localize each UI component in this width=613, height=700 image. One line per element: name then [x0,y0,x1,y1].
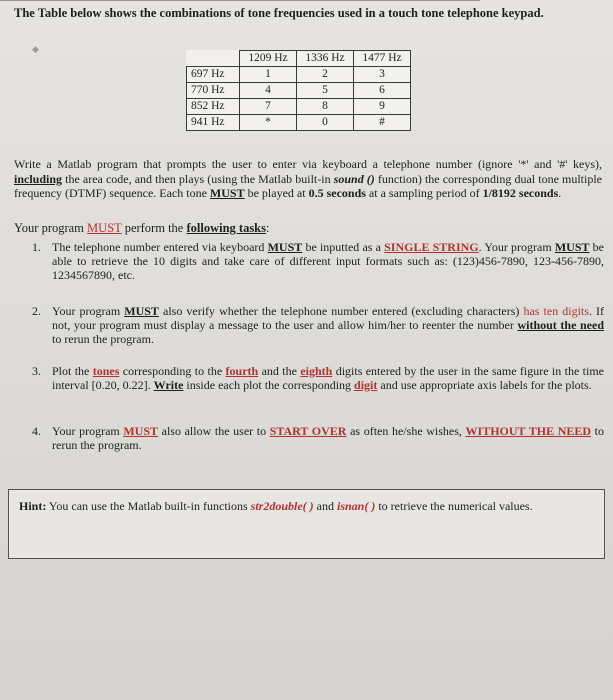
para-text: Write a Matlab program that prompts the user to enter via keyboard a telephone number (ignore '*' and '#' keys), [14,157,602,171]
top-divider [0,0,480,1]
hint-label: Hint: [19,499,47,513]
task-fragment: Your program [52,304,125,318]
req-emphasis: MUST [87,221,122,235]
task-fragment: be inputted as a [302,240,385,254]
task-fragment: Your program [52,424,124,438]
task-emphasis: Write [153,378,184,392]
hint-text [19,499,594,514]
table-cell: 3 [354,67,411,83]
task-fragment: to rerun the program. [52,332,154,346]
row-header: 941 Hz [187,115,240,131]
table-cell: * [240,115,297,131]
table-cell: 9 [354,99,411,115]
table-corner [187,51,240,67]
task-emphasis: MUST [554,240,590,254]
task-fragment: . Your program [478,240,555,254]
task-fragment: and use appropriate axis labels for the plots. [377,378,592,392]
hint-fragment: You can use the Matlab built-in functions [46,499,251,513]
task-number: 1. [32,240,41,254]
task-number: 4. [32,424,41,438]
task-fragment: to rerun the program. [52,424,604,452]
para-function-name: sound () [333,171,375,186]
table-cell: 2 [297,67,354,83]
table-cell: 1 [240,67,297,83]
assignment-description [14,157,602,201]
task-fragment: inside each plot the corresponding [183,378,355,392]
table-row [187,99,411,115]
req-text: Your program [14,221,88,235]
table-row [187,67,411,83]
hint-fragment: and [313,499,337,513]
task-text [52,304,604,346]
row-header: 697 Hz [187,67,240,83]
col-header: 1209 Hz [240,51,297,67]
table-cell: 6 [354,83,411,99]
task-emphasis: tones [92,364,120,378]
col-header: 1477 Hz [354,51,411,67]
table-row [187,83,411,99]
para-text: function) the corresponding dual tone multiple frequency (DTMF) sequence. Each tone [14,171,602,200]
task-emphasis: has ten digits [523,304,589,318]
task-fragment: corresponding to the [119,364,226,378]
para-text: at a sampling period of [365,186,483,200]
task-fragment: digits entered by the user in the same figure in the time interval [0.20, 0.22]. [52,364,604,392]
requirements-heading [14,221,269,236]
hint-function-name: isnan( ) [336,499,376,513]
task-fragment: as often he/she wishes, [346,424,466,438]
para-text: be played at [244,186,309,200]
intro-text: The Table below shows the combinations of tone frequencies used in a touch tone telephone keypad. [14,6,544,20]
table-header-row [187,51,411,67]
hint-box [8,489,605,559]
task-emphasis: MUST [267,240,303,254]
task-emphasis: WITHOUT THE NEED [465,424,592,438]
para-text: the area code, and then plays (using the Matlab built-in [62,171,334,186]
task-fragment: be able to retrieve the 10 digits and take care of different input formats such as: (123)456-7890, 123-456-7890, 1234567890, etc. [52,240,605,282]
row-header: 770 Hz [187,83,240,99]
req-text: : [266,221,270,235]
task-text [52,424,604,452]
task-emphasis: eighth [300,364,333,378]
task-emphasis: without the need [517,318,604,332]
table-cell: # [354,115,411,131]
para-emphasis: MUST [209,186,245,200]
task-emphasis: MUST [124,304,159,318]
col-header: 1336 Hz [297,51,354,67]
para-text: . [558,186,562,200]
task-emphasis: START OVER [269,424,347,438]
task-emphasis: fourth [225,364,259,378]
tone-frequency-table [186,50,411,131]
para-emphasis: 0.5 seconds [308,186,366,200]
task-emphasis: SINGLE STRING [384,240,479,254]
task-emphasis: digit [354,378,378,392]
task-text [52,364,604,392]
pen-mark: ◆ [32,44,39,54]
task-text [52,240,604,282]
para-emphasis: 1/8192 seconds [482,186,559,200]
table-cell: 7 [240,99,297,115]
hint-fragment: to retrieve the numerical values. [375,499,533,513]
req-text: perform the [121,221,187,235]
task-emphasis: MUST [123,424,159,438]
task-fragment: Plot the [52,364,93,378]
table-row [187,115,411,131]
req-emphasis: following tasks [186,221,266,235]
task-fragment: also allow the user to [158,424,270,438]
task-fragment: The telephone number entered via keyboard [52,240,268,254]
row-header: 852 Hz [187,99,240,115]
table-cell: 0 [297,115,354,131]
task-number: 2. [32,304,41,318]
table-cell: 8 [297,99,354,115]
task-fragment: also verify whether the telephone number entered (excluding characters) [158,304,524,318]
task-fragment: . If not, your program must display a message to the user and allow him/her to reenter the number [52,304,604,332]
task-number: 3. [32,364,41,378]
para-emphasis: including [14,171,63,186]
task-fragment: and the [258,364,301,378]
table-cell: 4 [240,83,297,99]
hint-function-name: str2double( ) [250,499,314,513]
table-cell: 5 [297,83,354,99]
